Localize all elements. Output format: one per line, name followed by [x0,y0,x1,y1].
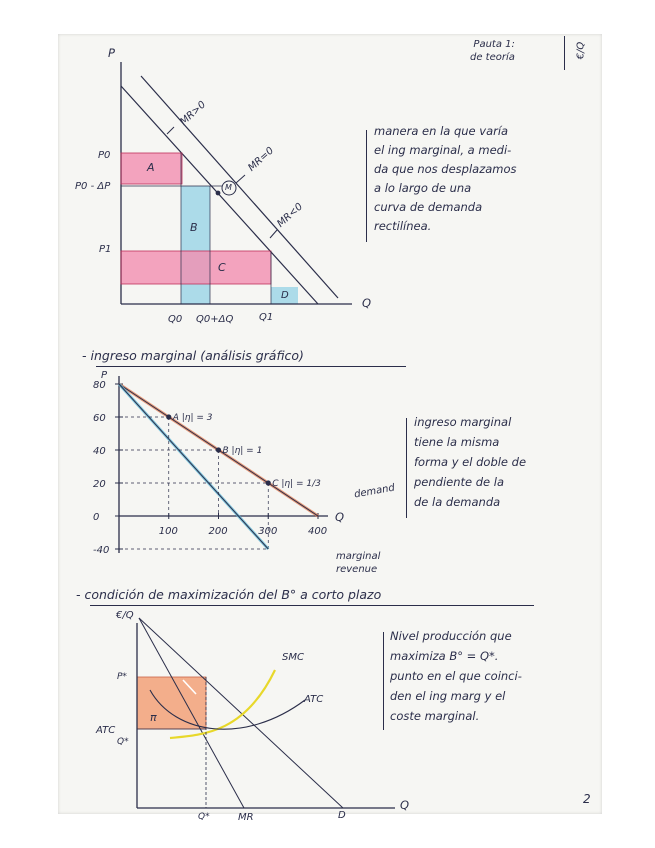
graph1-axis-x: Q [362,296,372,310]
graph3-price: P* [117,672,127,682]
note1-line: a lo largo de una [374,181,472,195]
graph1-price-p1: P1 [99,244,112,255]
section3-title: - condición de maximización del B° a corto plazo [76,587,382,602]
graph1-qty-q1: Q1 [259,312,274,323]
graph3-atc: ATC [304,694,324,705]
graph1-mr-positive: MR>0 [178,99,209,128]
graph3-pi: π [150,711,157,724]
graph1-area-d: D [281,290,289,301]
note3-line: den el ing marg y el [390,689,506,703]
graph1-qty-q0dq: Q0+ΔQ [196,314,234,325]
chart2-y-tick-label: 40 [93,446,106,457]
graph1-point-m: M [225,183,232,192]
note3-line: punto en el que coinci- [390,669,522,683]
chart2-x-tick-label: 400 [308,526,328,537]
mr-label-text: marginal revenue [336,551,381,575]
graph3-smc: SMC [282,652,304,663]
chart2-xlabel: Q [335,510,345,524]
graph1-area-b: B [190,221,198,234]
graph1-price-p0: P0 [98,150,111,161]
note1-line: curva de demanda [374,200,483,214]
section2-title: - ingreso marginal (análisis gráfico) [82,348,304,363]
graph3-axis-x: Q [400,798,410,812]
chart2-y-tick-label: 0 [93,512,100,523]
chart2-point-label: B |η| = 1 [222,446,263,456]
chart2-x-tick-label: 300 [258,526,278,537]
note2-line: pendiente de la [414,475,505,489]
graph1-area-c: C [218,261,226,274]
note2-line: de la demanda [414,495,501,509]
graph3-q-left: Q* [117,737,129,747]
graph3-axis-y: €/Q [116,610,134,621]
graph1-axis-y: P [108,46,115,60]
header-side: €/Q [575,41,587,60]
chart2-y-tick-label: 60 [93,413,106,424]
note1-line: da que nos desplazamos [374,162,517,176]
note3-line: maximiza B° = Q*. [390,649,499,663]
chart2-x-tick-label: 100 [158,526,178,537]
graph1-mr-negative: MR<0 [275,201,306,230]
graph3-atc-left: ATC [96,725,116,736]
graph1-mr-zero: MR=0 [246,145,277,174]
chart2-ylabel: P [101,370,108,381]
graph3-mr: MR [238,812,254,823]
chart2-y-tick-label: 20 [93,479,106,490]
header-line-1: Pauta 1: [473,39,515,50]
header-line-2: de teoría [470,52,515,63]
graph1-qty-q0: Q0 [168,314,183,325]
note2-line: forma y el doble de [414,455,527,469]
note3-line: Nivel producción que [390,629,512,643]
note2-line: tiene la misma [414,435,500,449]
chart2-x-tick-label: 200 [208,526,228,537]
page-number: 2 [583,792,591,806]
graph3-q-bottom: Q* [198,812,210,822]
graph3-d: D [338,810,346,821]
chart2-point-label: C |η| = 1/3 [272,479,321,489]
chart2-y-tick-label: -40 [93,545,110,556]
note2-line: ingreso marginal [414,415,512,429]
note1-line: manera en la que varía [374,124,509,138]
note3-line: coste marginal. [390,709,480,723]
note3-bracket [383,632,384,730]
note3 [390,626,522,726]
graph1-price-p0-dp: P0 - ΔP [75,181,111,192]
chart2-point-label: A |η| = 3 [172,413,213,423]
graph1-area-a: A [147,161,155,174]
note1-line: rectilínea. [374,219,432,233]
note1-line: el ing marginal, a medi- [374,143,512,157]
chart2-y-tick-label: 80 [93,380,106,391]
demand-label: demand [353,482,396,501]
